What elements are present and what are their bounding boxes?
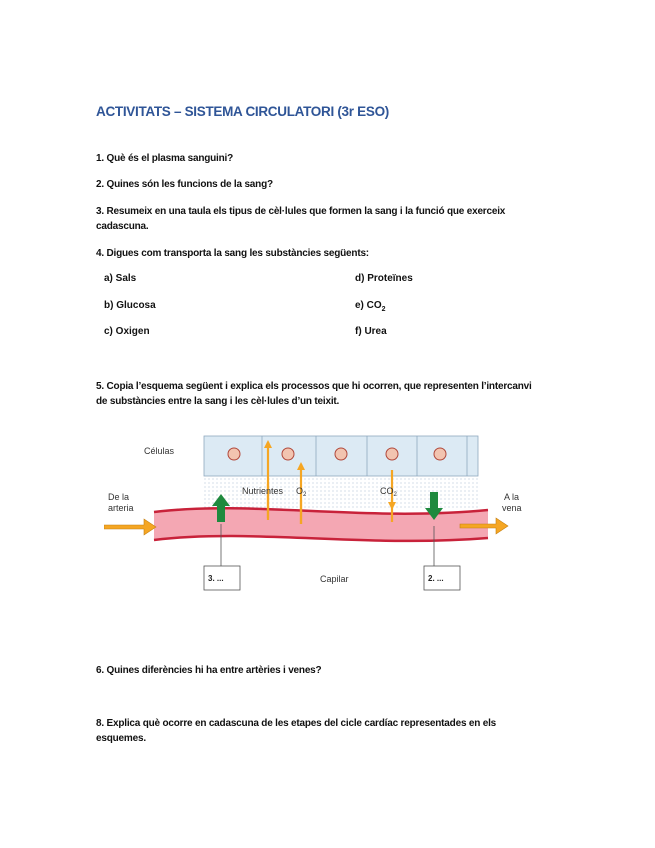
question-3: 3. Resumeix en una taula els tipus de cèl·lules que formen la sang i la funció que exerceix cadascuna.: [96, 206, 506, 232]
o2-text: O: [296, 486, 304, 496]
question-8: 8. Explica què ocorre en cadascuna de les etapes del cicle cardíac representades en els esquemes.: [96, 718, 497, 744]
substance-e: [355, 300, 386, 313]
o2-subscript: 2: [303, 492, 307, 498]
substance-f: f) Urea: [355, 326, 387, 337]
question-6: 6. Quines diferències hi ha entre artèries i venes?: [96, 665, 322, 676]
cell-nucleus: [335, 448, 347, 460]
question-4: 4. Digues com transporta la sang les substàncies següents:: [96, 248, 369, 259]
box-2-label: 2. ...: [428, 574, 444, 583]
arterial-flow-arrow: [104, 519, 156, 535]
capillary-label: Capilar: [320, 574, 349, 584]
box-3-label: 3. ...: [208, 574, 224, 583]
substance-e-subscript: 2: [381, 306, 386, 313]
exchange-diagram: [104, 430, 524, 600]
question-2: 2. Quines són les funcions de la sang?: [96, 179, 273, 190]
cells-row: [204, 436, 478, 476]
artery-label-line-2: arteria: [108, 503, 134, 513]
substance-d: d) Proteïnes: [355, 273, 413, 284]
question-5: 5. Copia l’esquema següent i explica els processos que hi ocorren, que representen l’intercanvi de substàncies entre la sang i les cèl·lules d’un teixit.: [96, 381, 532, 407]
nutrients-label: Nutrientes: [242, 486, 284, 496]
page-title: ACTIVITATS – SISTEMA CIRCULATORI (3r ESO): [96, 104, 389, 119]
substance-e-text: e) CO: [355, 300, 382, 311]
co2-subscript: 2: [393, 492, 397, 498]
vein-label-line-2: vena: [502, 503, 522, 513]
substance-c: c) Oxigen: [104, 326, 150, 337]
cell-nucleus: [228, 448, 240, 460]
vein-label-line-1: A la: [504, 492, 520, 502]
substance-b: b) Glucosa: [104, 300, 156, 311]
substance-a: a) Sals: [104, 273, 137, 284]
cell-nucleus: [386, 448, 398, 460]
co2-text: CO: [380, 486, 394, 496]
question-1: 1. Què és el plasma sanguini?: [96, 153, 234, 164]
cells-label: Células: [144, 446, 175, 456]
artery-label-line-1: De la: [108, 492, 130, 502]
cell-nucleus: [434, 448, 446, 460]
cell-nucleus: [282, 448, 294, 460]
